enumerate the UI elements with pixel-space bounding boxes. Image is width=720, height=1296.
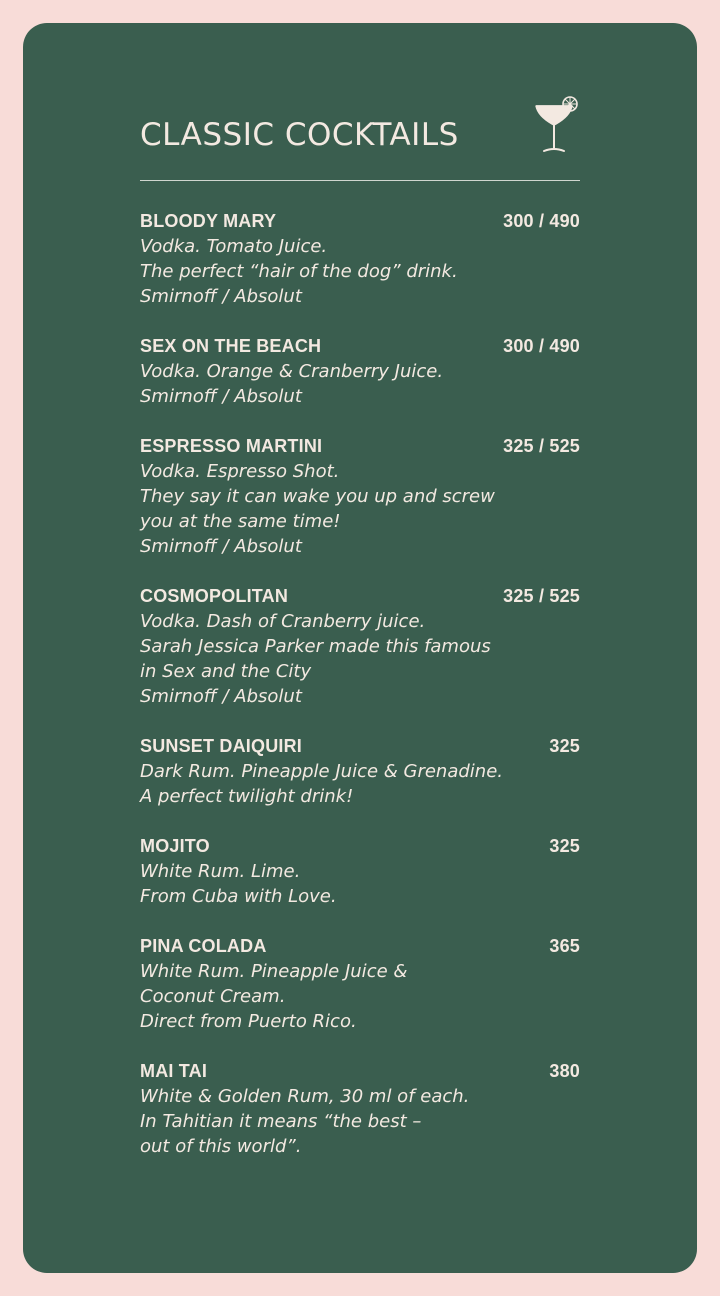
item-price: 325 bbox=[549, 736, 580, 756]
item-price: 325 bbox=[549, 836, 580, 856]
cocktail-glass-icon bbox=[532, 95, 582, 159]
item-description-line: Vodka. Espresso Shot. bbox=[140, 461, 340, 482]
item-description-line: Dark Rum. Pineapple Juice & Grenadine. bbox=[140, 761, 504, 782]
item-description-line: you at the same time! bbox=[140, 511, 341, 532]
item-description-line: Sarah Jessica Parker made this famous bbox=[140, 636, 491, 657]
item-price: 300 / 490 bbox=[503, 211, 580, 231]
item-description-line: A perfect twilight drink! bbox=[140, 786, 354, 807]
item-header bbox=[140, 334, 580, 359]
item-price: 325 / 525 bbox=[503, 436, 580, 456]
item-price: 325 / 525 bbox=[503, 586, 580, 606]
item-description-line: The perfect “hair of the dog” drink. bbox=[140, 261, 458, 282]
list-item bbox=[140, 734, 580, 809]
item-price: 380 bbox=[549, 1061, 580, 1081]
list-item bbox=[140, 334, 580, 409]
item-header bbox=[140, 1059, 580, 1084]
item-header bbox=[140, 934, 580, 959]
item-price: 300 / 490 bbox=[503, 336, 580, 356]
item-description-line: Direct from Puerto Rico. bbox=[140, 1011, 357, 1032]
item-description-line: From Cuba with Love. bbox=[140, 886, 337, 907]
item-description-line: In Tahitian it means “the best – bbox=[140, 1111, 422, 1132]
item-name: MAI TAI bbox=[140, 1061, 208, 1081]
item-price: 365 bbox=[549, 936, 580, 956]
item-description-line: Vodka. Dash of Cranberry juice. bbox=[140, 611, 426, 632]
cocktail-list bbox=[140, 209, 580, 1184]
item-header bbox=[140, 734, 580, 759]
item-header bbox=[140, 584, 580, 609]
item-name: SEX ON THE BEACH bbox=[140, 336, 322, 356]
header-divider bbox=[140, 180, 580, 181]
list-item bbox=[140, 209, 580, 309]
item-description-line: Vodka. Orange & Cranberry Juice. bbox=[140, 361, 444, 382]
item-description-line: in Sex and the City bbox=[140, 661, 312, 682]
item-description-line: Smirnoff / Absolut bbox=[140, 286, 302, 307]
item-header bbox=[140, 209, 580, 234]
item-name: MOJITO bbox=[140, 836, 210, 856]
item-description-line: Smirnoff / Absolut bbox=[140, 536, 302, 557]
item-description-line: Smirnoff / Absolut bbox=[140, 686, 302, 707]
list-item bbox=[140, 1059, 580, 1159]
item-header bbox=[140, 834, 580, 859]
item-description-line: Smirnoff / Absolut bbox=[140, 386, 302, 407]
item-description-line: Coconut Cream. bbox=[140, 986, 286, 1007]
item-name: BLOODY MARY bbox=[140, 211, 277, 231]
item-header bbox=[140, 434, 580, 459]
item-description-line: out of this world”. bbox=[140, 1136, 302, 1157]
item-description-line: White & Golden Rum, 30 ml of each. bbox=[140, 1086, 470, 1107]
item-name: PINA COLADA bbox=[140, 936, 267, 956]
item-description-line: Vodka. Tomato Juice. bbox=[140, 236, 328, 257]
menu-card bbox=[23, 23, 697, 1273]
item-description-line: White Rum. Lime. bbox=[140, 861, 301, 882]
item-name: SUNSET DAIQUIRI bbox=[140, 736, 303, 756]
list-item bbox=[140, 434, 580, 559]
item-name: ESPRESSO MARTINI bbox=[140, 436, 323, 456]
list-item bbox=[140, 584, 580, 709]
item-description-line: White Rum. Pineapple Juice & bbox=[140, 961, 408, 982]
menu-title: CLASSIC COCKTAILS bbox=[140, 117, 459, 153]
item-description-line: They say it can wake you up and screw bbox=[140, 486, 495, 507]
menu-header bbox=[140, 115, 580, 155]
list-item bbox=[140, 934, 580, 1034]
item-name: COSMOPOLITAN bbox=[140, 586, 289, 606]
list-item bbox=[140, 834, 580, 909]
